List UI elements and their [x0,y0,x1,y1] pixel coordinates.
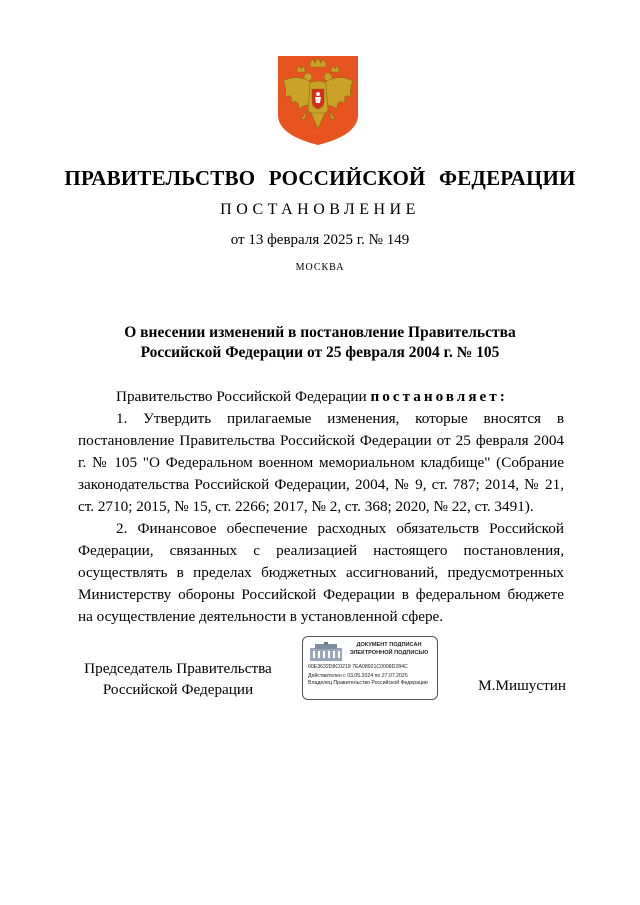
stamp-owner: Владелец Правительство Российской Федерации [308,680,428,686]
org-title: ПРАВИТЕЛЬСТВО РОССИЙСКОЙ ФЕДЕРАЦИИ [64,166,576,190]
stamp-validity: Действителен с 03.05.2024 по 27.07.2025 [308,673,408,679]
subject-line-1: О внесении изменений в постановление Правительства [124,324,516,341]
stamp-title-line-2: ЭЛЕКТРОННОЙ ПОДПИСЬЮ [349,649,429,656]
intro-spaced-verb: постановляет: [370,388,508,405]
subject-line-2: Российской Федерации от 25 февраля 2004 г. № 105 [140,344,500,361]
item-2-paragraph: 2. Финансовое обеспечение расходных обязательств Российской Федерации, связанных с реализацией настоящего постановления, осуществлять в пределах бюджетных ассигнований, предусмотренных Министерству обороны Российской Федерации в федеральном бюджете на осуществление деятельности в установленной сфере. [78,520,564,625]
intro-text: Правительство Российской Федерации [116,388,371,405]
government-building-icon [309,642,343,662]
stamp-serial: 00E3632D8C0219 7EA08921C0008D284C [308,664,408,670]
signatory-position [78,658,278,700]
signatory-name: М.Мишустин [478,677,566,694]
city: МОСКВА [295,262,345,273]
position-line-2: Российской Федерации [102,681,254,698]
stamp-title-line-1: ДОКУМЕНТ ПОДПИСАН [356,642,422,648]
russian-coat-of-arms-icon [277,55,359,146]
doc-type: ПОСТАНОВЛЕНИЕ [220,201,420,218]
intro-paragraph [78,386,564,408]
doc-subject [0,323,640,363]
position-line-1: Председатель Правительства [84,660,272,677]
doc-date: от 13 февраля 2025 г. № 149 [230,232,410,248]
electronic-signature-stamp [302,636,438,700]
stamp-title [343,642,435,657]
item-1-paragraph: 1. Утвердить прилагаемые изменения, которые вносятся в постановление Правительства Российской Федерации от 25 февраля 2004 г. № 105 "О Федеральном военном мемориальном кладбище" (Собрание законодательства Российской Федерации, 2004, № 9, ст. 787; 2014, № 21, ст. 2710; 2015, № 15, ст. 2266; 2017, № 2, ст. 368; 2020, № 22, ст. 3491). [78,410,564,515]
doc-body [78,386,564,628]
